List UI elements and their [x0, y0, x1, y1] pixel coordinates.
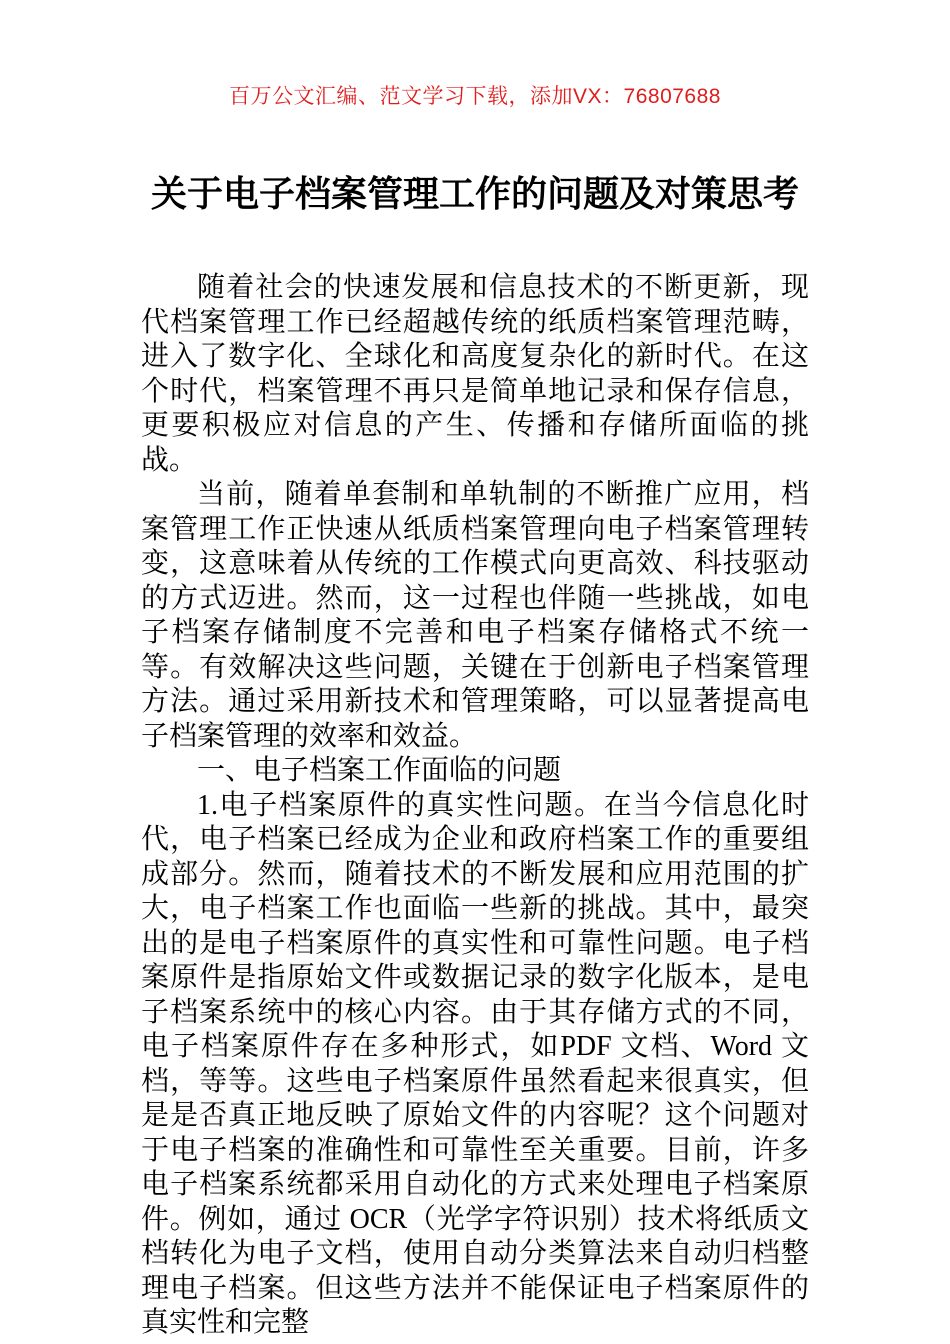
document-body — [141, 271, 809, 1341]
promo-header-text: 百万公文汇编、范文学习下载，添加VX：76807688 — [229, 85, 721, 108]
paragraph-2: 当前，随着单套制和单轨制的不断推广应用，档案管理工作正快速从纸质档案管理向电子档案管理转变，这意味着从传统的工作模式向更高效、科技驱动的方式迈进。然而，这一过程也伴随一些挑战，如电子档案存储制度不完善和电子档案存储格式不统一等。有效解决这些问题，关键在于创新电子档案管理方法。通过采用新技术和管理策略，可以显著提高电子档案管理的效率和效益。 — [141, 479, 809, 752]
document-title: 关于电子档案管理工作的问题及对策思考 — [150, 173, 799, 214]
paragraph-3: 1.电子档案原件的真实性问题。在当今信息化时代，电子档案已经成为企业和政府档案工作的重要组成部分。然而，随着技术的不断发展和应用范围的扩大，电子档案工作也面临一些新的挑战。其中，最突出的是电子档案原件的真实性和可靠性问题。电子档案原件是指原始文件或数据记录的数字化版本，是电子档案系统中的核心内容。由于其存储方式的不同，电子档案原件存在多种形式，如PDF 文档、Word 文档，等等。这些电子档案原件虽然看起来很真实，但是是否真正地反映了原始文件的内容呢？这个问题对于电子档案的准确性和可靠性至关重要。目前，许多电子档案系统都采用自动化的方式来处理电子档案原件。例如，通过 OCR（光学字符识别）技术将纸质文档转化为电子文档，使用自动分类算法来自动归档整理电子档案。但这些方法并不能保证电子档案原件的真实性和完整 — [141, 789, 809, 1338]
section-heading: 一、电子档案工作面临的问题 — [197, 755, 562, 786]
paragraph-1: 随着社会的快速发展和信息技术的不断更新，现代档案管理工作已经超越传统的纸质档案管理范畴，进入了数字化、全球化和高度复杂化的新时代。在这个时代，档案管理不再只是简单地记录和保存信息，更要积极应对信息的产生、传播和存储所面临的挑战。 — [141, 272, 809, 476]
